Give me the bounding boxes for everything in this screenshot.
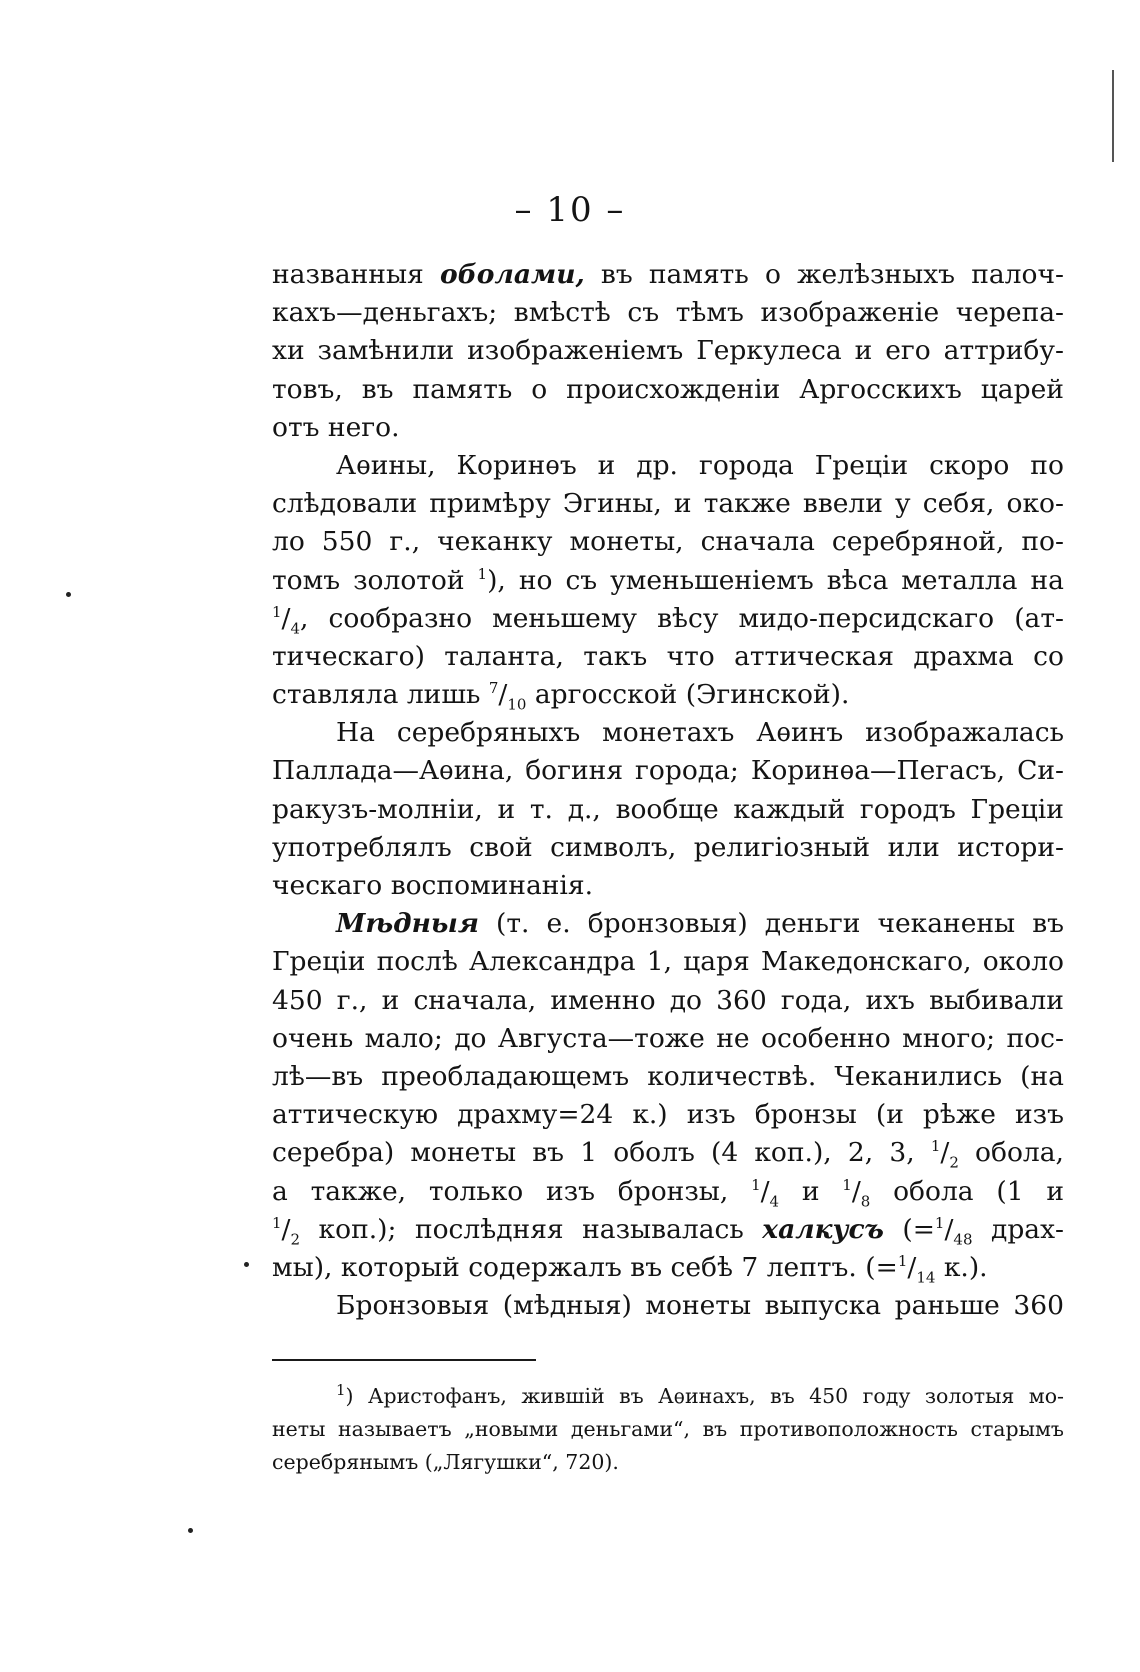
word: 2, — [847, 1137, 874, 1169]
word: серебра) — [272, 1137, 395, 1169]
word: примѣру — [429, 488, 551, 520]
word: въ — [600, 259, 633, 290]
text-line — [272, 409, 1064, 447]
word: изъ — [686, 1099, 736, 1131]
word: противоположность — [739, 1417, 958, 1441]
word: золотой — [353, 564, 465, 596]
word: ракузъ-молніи, — [272, 793, 483, 825]
word: коп.); — [318, 1213, 397, 1245]
word: память — [412, 373, 513, 405]
word: со — [1033, 640, 1064, 672]
footnote-line — [272, 1380, 1064, 1413]
word: около — [982, 946, 1064, 978]
text-line — [272, 714, 1064, 752]
word: и — [673, 488, 692, 520]
text-line — [272, 829, 1064, 867]
word: ло — [272, 526, 305, 558]
main-text — [272, 256, 1064, 1325]
word: (на — [1020, 1060, 1064, 1092]
text-line — [272, 982, 1064, 1020]
word: 360 — [716, 984, 767, 1016]
word: выпуска — [764, 1290, 882, 1322]
word: старымъ — [970, 1417, 1064, 1441]
word: символъ, — [550, 831, 677, 863]
word: е. — [546, 908, 571, 940]
word: оболъ — [613, 1137, 695, 1169]
word: такъ — [583, 640, 648, 672]
word: (1 — [996, 1175, 1024, 1207]
word: воспоминанія. — [390, 870, 594, 901]
word: таланта, — [444, 640, 564, 672]
word: монеты — [410, 1137, 517, 1169]
word: $^1/_8$ — [842, 1175, 871, 1210]
word: Паллада—Аѳина, — [272, 755, 514, 787]
word: драх- — [991, 1213, 1064, 1245]
text-line — [272, 332, 1064, 370]
word: 450 — [809, 1384, 849, 1408]
word: именно — [550, 984, 656, 1016]
word: (ат- — [1014, 602, 1064, 634]
word: бронзовыя) — [587, 908, 748, 940]
word: ($=^1/_{14}$ — [865, 1251, 936, 1287]
word: Аѳины, — [336, 449, 436, 481]
word: свой — [469, 831, 533, 863]
word: неты — [272, 1417, 326, 1441]
word: память — [648, 259, 749, 290]
word: Коринѳъ — [456, 449, 577, 481]
scan-speck — [244, 1262, 249, 1267]
word: слѣдовали — [272, 488, 418, 520]
word: сообразно — [328, 602, 473, 634]
word: др. — [636, 449, 678, 481]
word: г., — [389, 526, 421, 558]
word: Греціи — [814, 449, 909, 481]
word: золотыя — [924, 1384, 1015, 1408]
word: (и — [875, 1099, 904, 1131]
word: изображеніе — [760, 297, 940, 329]
word: до — [454, 1022, 487, 1054]
word: каждый — [733, 793, 846, 825]
paragraph — [272, 714, 1064, 905]
word: аттическая — [734, 640, 894, 672]
scan-edge-mark — [1112, 70, 1114, 162]
word: также, — [310, 1175, 407, 1207]
text-line — [272, 1287, 1064, 1325]
word: кахъ—деньгахъ; — [272, 297, 498, 329]
word: драхму=24 — [457, 1099, 614, 1131]
word: мидо-персидскаго — [738, 602, 995, 634]
word: ставляла — [272, 679, 399, 711]
word: Коринѳа—Пегасъ, — [750, 755, 1006, 787]
paragraph — [272, 256, 1064, 447]
word: называетъ — [338, 1417, 452, 1441]
text-line — [272, 1173, 1064, 1211]
word: 3, — [889, 1137, 915, 1169]
word: Греціи — [970, 793, 1064, 825]
word: Александра — [469, 946, 636, 978]
word: лептъ. — [766, 1251, 857, 1283]
text-line — [272, 523, 1064, 561]
word: въ — [630, 1251, 663, 1283]
word: но — [518, 564, 553, 596]
page-number: – 10 – — [514, 190, 626, 230]
word: только — [428, 1175, 524, 1207]
text-line — [272, 371, 1064, 409]
word: изображалась — [865, 717, 1064, 749]
word: деньгами“, — [570, 1417, 691, 1441]
word: „новыми — [464, 1417, 559, 1441]
word: (Эгинской). — [685, 679, 850, 711]
word: сначала — [700, 526, 815, 558]
word: года, — [780, 984, 852, 1016]
word: жившій — [521, 1384, 605, 1408]
word: пос- — [1006, 1022, 1064, 1054]
word: $^1/_2$ — [272, 1213, 301, 1248]
word: металла — [901, 564, 1018, 596]
scan-speck — [188, 1528, 193, 1533]
word: желѣзныхъ — [797, 259, 955, 290]
word: лѣ—въ — [272, 1060, 364, 1092]
word: него. — [327, 411, 400, 443]
word: Августа—тоже — [497, 1022, 705, 1054]
paragraph — [272, 905, 1064, 1287]
word: до — [669, 984, 702, 1016]
word: к.). — [943, 1251, 988, 1283]
word: выбивали — [929, 984, 1064, 1016]
word: обола — [893, 1175, 974, 1207]
text-line — [272, 1096, 1064, 1134]
word: послѣ — [376, 946, 458, 978]
word: аргосской — [534, 679, 678, 711]
word: $^1/_2$ — [930, 1137, 959, 1172]
word: серебряной, — [831, 526, 1005, 558]
word: и — [1046, 1175, 1064, 1207]
word: съ — [565, 564, 598, 596]
word: году — [862, 1384, 911, 1408]
word: раньше — [894, 1290, 1000, 1322]
word: или — [887, 831, 940, 863]
word: истори- — [957, 831, 1064, 863]
word: особенно — [761, 1022, 891, 1054]
word: („Лягушки“, — [424, 1450, 559, 1474]
word: Аѳинахъ, — [658, 1384, 756, 1408]
word: себѣ — [670, 1251, 733, 1283]
word: употреблялъ — [272, 831, 452, 863]
word: преобладающемъ — [381, 1060, 630, 1092]
text-line — [272, 1134, 1064, 1172]
word: 7 — [741, 1251, 759, 1283]
word: серебряныхъ — [396, 717, 581, 749]
text-line — [272, 791, 1064, 829]
word: бронзы — [754, 1099, 857, 1131]
word: происхожденіи — [566, 373, 781, 405]
text-line — [272, 1058, 1064, 1096]
paragraph — [272, 447, 1064, 714]
word: изъ — [1014, 1099, 1064, 1131]
footnote-line — [272, 1446, 1064, 1479]
text-line — [272, 1020, 1064, 1058]
word: око- — [1006, 488, 1064, 520]
word: $^1$) — [336, 1381, 354, 1408]
word: меньшему — [492, 602, 638, 634]
word: у — [895, 488, 911, 520]
word: вмѣстѣ — [513, 297, 611, 329]
word: и — [854, 335, 873, 367]
word: въ — [619, 1384, 644, 1408]
word: Аристофанъ, — [367, 1384, 507, 1408]
word: аттрибу- — [943, 335, 1064, 367]
word: мы), — [272, 1251, 333, 1283]
word: послѣдняя — [414, 1213, 564, 1245]
word: царя — [683, 946, 750, 978]
word: вѣса — [826, 564, 889, 596]
word: скоро — [929, 449, 1010, 481]
word: товъ, — [272, 373, 343, 405]
word: Эгины, — [562, 488, 662, 520]
word: палоч- — [971, 259, 1064, 290]
word: который — [340, 1251, 460, 1283]
word: тѣмъ — [675, 297, 744, 329]
word: ческаго — [272, 870, 383, 901]
word: д., — [567, 793, 601, 825]
word: драхма — [913, 640, 1014, 672]
word: ($=^1/_{48}$ — [902, 1213, 973, 1248]
word: количествѣ. — [647, 1060, 817, 1092]
word: его — [885, 335, 931, 367]
word: 360 — [1013, 1290, 1064, 1322]
word: вообще — [615, 793, 719, 825]
word: монетахъ — [602, 717, 735, 749]
word: себя, — [922, 488, 995, 520]
word: Бронзовыя — [336, 1290, 490, 1322]
word: содержалъ — [468, 1251, 622, 1283]
word: монеты, — [569, 526, 684, 558]
word: бронзы, — [617, 1175, 729, 1207]
word: религіозный — [693, 831, 871, 863]
word: г., — [336, 984, 368, 1016]
text-line — [272, 905, 1064, 943]
word: деньги — [764, 908, 861, 940]
word: 550 — [321, 526, 373, 558]
text-line — [272, 562, 1064, 600]
word: богиня — [525, 755, 624, 787]
text-line — [272, 256, 1064, 294]
word: по — [1030, 449, 1064, 481]
word: Македонскаго, — [760, 946, 972, 978]
word: о — [764, 259, 781, 290]
word: Геркулеса — [696, 335, 842, 367]
word: коп.), — [754, 1137, 832, 1169]
text-line — [272, 1211, 1064, 1249]
word: мало; — [364, 1022, 443, 1054]
word: въ — [770, 1384, 795, 1408]
word: и — [497, 793, 516, 825]
text-line — [272, 1249, 1064, 1287]
word: очень — [272, 1022, 354, 1054]
word: хи — [272, 335, 305, 367]
word: 1 — [580, 1137, 598, 1169]
word: чеканку — [437, 526, 553, 558]
footnote-rule — [272, 1359, 536, 1361]
word: Си- — [1017, 755, 1064, 787]
word: лишь — [406, 679, 481, 711]
word: называлась — [582, 1213, 744, 1245]
text-line — [272, 676, 1064, 714]
word: города; — [635, 755, 739, 787]
text-line — [272, 447, 1064, 485]
word: и — [801, 1175, 820, 1207]
word: (т. — [496, 908, 530, 940]
text-line — [272, 294, 1064, 332]
word: $^7/_{10}$ — [488, 679, 527, 714]
word: оболами, — [439, 259, 585, 290]
word: городъ — [859, 793, 956, 825]
word: также — [703, 488, 791, 520]
word: обола, — [975, 1137, 1064, 1169]
text-line — [272, 638, 1064, 676]
word: $^1/_4$ — [751, 1175, 780, 1210]
word: (мѣдныя) — [502, 1290, 632, 1322]
footnote-line — [272, 1413, 1064, 1446]
paragraph — [272, 1287, 1064, 1325]
word: томъ — [272, 564, 341, 596]
word: сначала, — [413, 984, 537, 1016]
word: монеты — [645, 1290, 752, 1322]
text-line — [272, 867, 1064, 905]
word: замѣнили — [317, 335, 455, 367]
word: Аргосскихъ — [799, 373, 962, 405]
word: На — [336, 717, 375, 749]
word: въ — [532, 1137, 565, 1169]
word: вѣсу — [657, 602, 719, 634]
word: ихъ — [865, 984, 915, 1016]
word: изъ — [546, 1175, 596, 1207]
word: 720). — [565, 1450, 619, 1474]
word: чеканены — [877, 908, 1016, 940]
word: и — [597, 449, 616, 481]
text-line — [272, 943, 1064, 981]
word: изображеніемъ — [467, 335, 684, 367]
word: города — [698, 449, 794, 481]
word: мо- — [1028, 1384, 1064, 1408]
word: ввели — [802, 488, 883, 520]
footnote — [272, 1380, 1064, 1479]
word: серебрянымъ — [272, 1450, 419, 1474]
word: отъ — [272, 411, 320, 443]
word: 450 — [272, 984, 323, 1016]
word: и — [381, 984, 400, 1016]
text-line — [272, 752, 1064, 790]
word: рѣже — [922, 1099, 996, 1131]
word: т. — [529, 793, 553, 825]
word: 1, — [646, 946, 673, 978]
word: Греціи — [272, 946, 366, 978]
word: черепа- — [955, 297, 1064, 329]
word: аттическую — [272, 1099, 439, 1131]
scan-speck — [66, 592, 71, 597]
word: Мѣдныя — [336, 908, 479, 940]
text-line — [272, 485, 1064, 523]
word: (4 — [710, 1137, 739, 1169]
word: въ — [1032, 908, 1064, 940]
word: въ — [702, 1417, 728, 1441]
word: $^1/_4$, — [272, 602, 309, 637]
word: на — [1030, 564, 1064, 596]
text-line — [272, 600, 1064, 638]
word: халкусъ — [762, 1213, 884, 1245]
word: съ — [627, 297, 660, 329]
word: царей — [980, 373, 1064, 405]
word: тическаго) — [272, 640, 425, 672]
word: много; — [902, 1022, 996, 1054]
word: Чеканились — [834, 1060, 1003, 1092]
word: а — [272, 1175, 288, 1207]
word: по- — [1021, 526, 1064, 558]
word: въ — [361, 373, 394, 405]
word: названныя — [272, 259, 424, 290]
word: о — [531, 373, 548, 405]
word: Аѳинъ — [756, 717, 844, 749]
word: $^1$), — [477, 564, 506, 596]
word: не — [716, 1022, 750, 1054]
word: к.) — [632, 1099, 668, 1131]
word: что — [666, 640, 715, 672]
word: уменьшеніемъ — [610, 564, 814, 596]
